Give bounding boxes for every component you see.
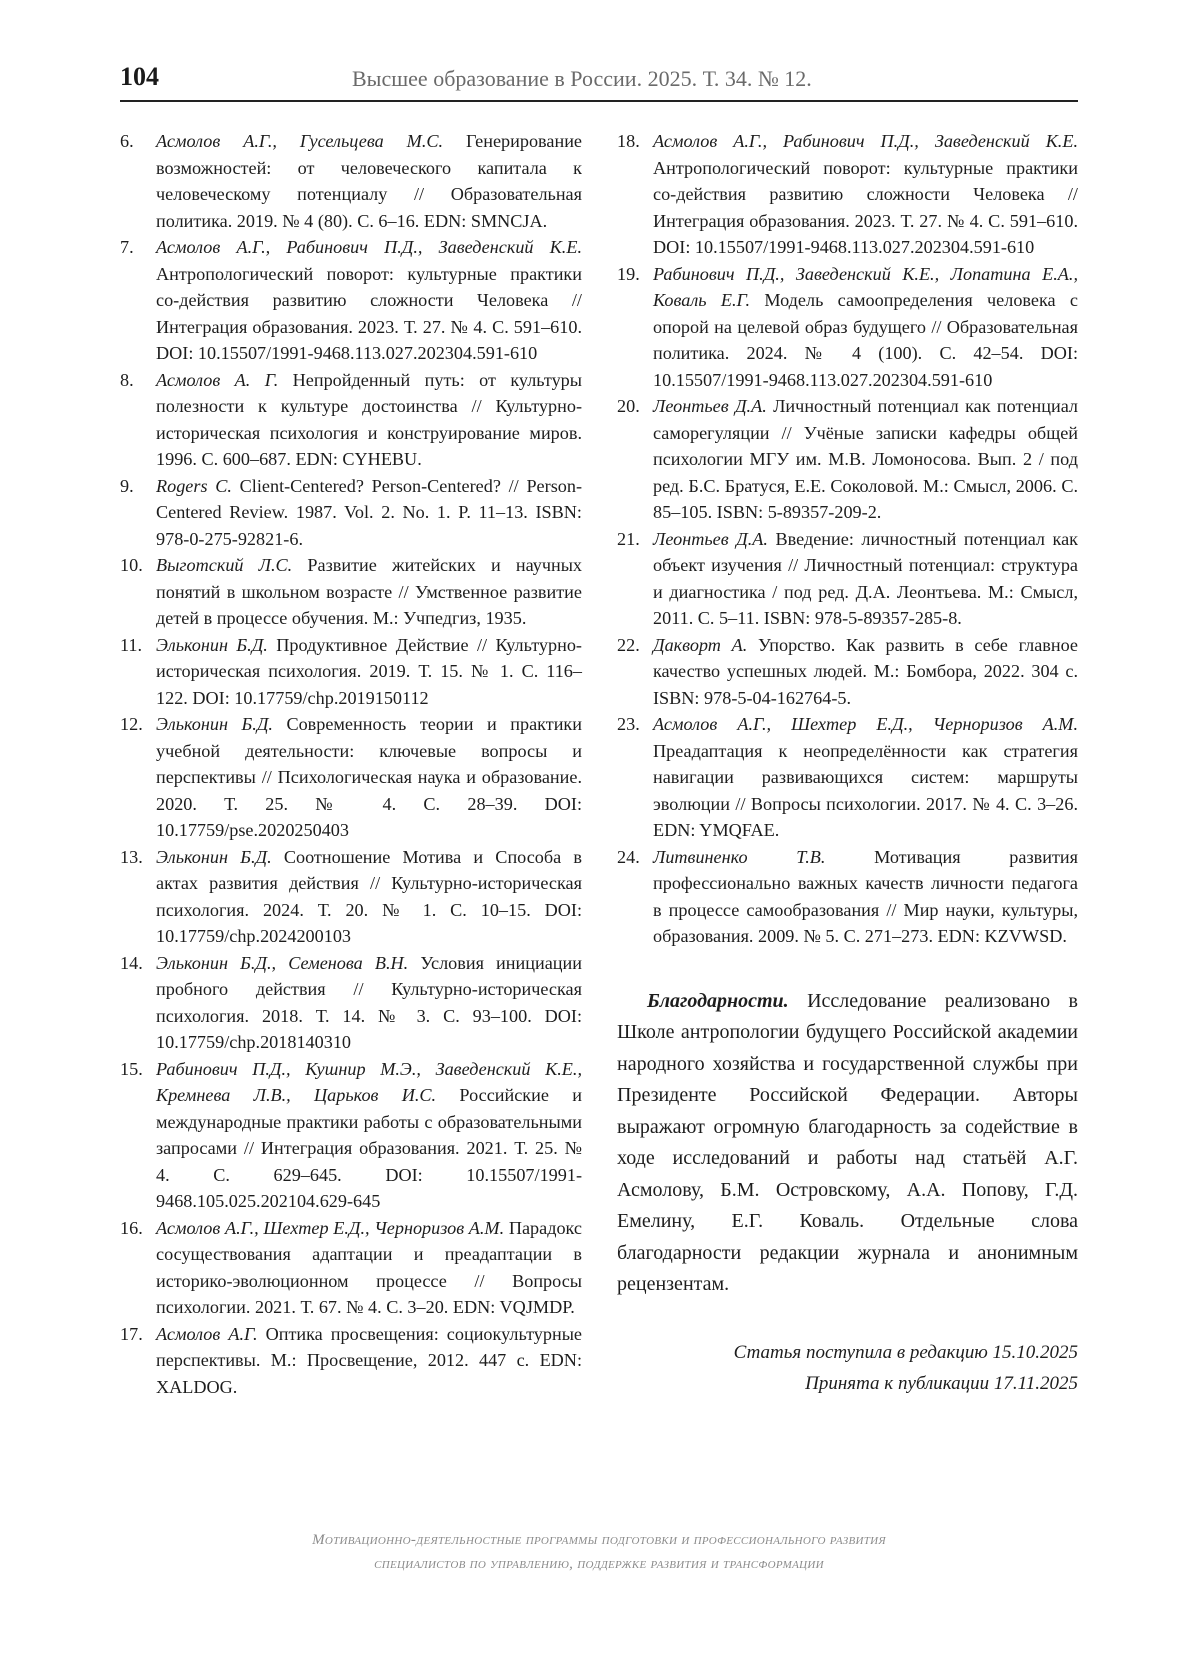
reference-authors: Асмолов А.Г. [156,1323,258,1344]
reference-authors: Эльконин Б.Д. [156,634,268,655]
reference-authors: Леонтьев Д.А. [653,528,768,549]
reference-text: Продуктивное Действие // Культурно-историческая психология. 2019. Т. 15. № 1. С. 116–122. DOI: 10.17759/chp.2019150112 [156,634,582,708]
references-left-column [120,128,582,1400]
reference-text: Условия инициации пробного действия // Культурно-историческая психология. 2018. Т. 14. № 3. С. 93–100. DOI: 10.17759/chp.2018140310 [156,952,582,1052]
reference-text: Упорство. Как развить в себе главное качество успешных людей. М.: Бомбора, 2022. 304 с. ISBN: 978-5-04-162764-5. [653,634,1078,708]
reference-text: Антропологический поворот: культурные практики со-действия развитию сложности Человека // Интеграция образования. 2023. Т. 27. № 4. С. 591–610. DOI: 10.15507/1991-9468.113.027.202304.591-610 [653,157,1078,257]
reference-text: Оптика просвещения: социокультурные перспективы. М.: Просвещение, 2012. 447 с. EDN: XALDOG. [156,1323,583,1397]
reference-text: Client-Centered? Person-Centered? // Person-Centered Review. 1987. Vol. 2. No. 1. P. 11–13. ISBN: 978-0-275-92821-6. [156,475,583,549]
reference-authors: Эльконин Б.Д. [156,714,273,734]
reference-number: 19. [617,263,640,284]
reference-item [617,393,1078,526]
reference-item [120,1215,582,1321]
reference-number: 6. [120,131,134,151]
reference-text: Мотивация развития профессионально важных качеств личности педагога в процессе самообразования // Мир науки, культуры, образования. 2009. № 5. С. 271–273. EDN: KZVWSD. [653,846,1078,946]
reference-item [120,367,582,473]
page-number: 104 [120,62,159,91]
reference-number: 7. [120,237,134,257]
reference-authors: Асмолов А.Г., Шехтер Е.Д., Черноризов А.М. [653,714,1078,734]
reference-number: 12. [120,714,143,734]
reference-text: Преадаптация к неопределённости как стратегия навигации развивающихся систем: маршруты эволюции // Вопросы психологии. 2017. № 4. С. 3–26. EDN: YMQFAE. [653,740,1078,840]
reference-authors: Леонтьев Д.А. [653,396,767,416]
reference-item [120,711,582,844]
reference-number: 20. [617,396,640,416]
reference-number: 14. [120,952,143,973]
reference-item [120,128,582,234]
reference-item [120,1056,582,1215]
reference-item [120,1321,582,1401]
acknowledgement [617,986,1078,1301]
reference-number: 10. [120,555,143,575]
reference-text: Российские и международные практики работы с образовательными запросами // Интеграция образования. 2021. Т. 25. № 4. С. 629–645. DOI: 10.15507/1991-9468.105.025.202104.629-645 [156,1085,582,1211]
reference-authors: Асмолов А.Г., Гусельцева М.С. [156,131,444,151]
reference-authors: Rogers C. [156,475,232,496]
reference-number: 17. [120,1323,143,1344]
reference-text: Введение: личностный потенциал как объект изучения // Личностный потенциал: структура и диагностика / под ред. Д.А. Леонтьева. М.: Смысл, 2011. С. 5–11. ISBN: 978-5-89357-285-8. [653,528,1079,628]
reference-text: Непройденный путь: от культуры полезности к культуре достоинства // Культурно-историческая психология и конструирование миров. 1996. С. 600–687. EDN: CYHEBU. [156,369,582,469]
reference-item [120,950,582,1056]
reference-text: Генерирование возможностей: от человеческого капитала к человеческому потенциалу // Образовательная политика. 2019. № 4 (80). С. 6–16. EDN: SMNCJA. [156,131,582,231]
reference-number: 16. [120,1217,143,1238]
reference-item [120,234,582,367]
reference-item [120,632,582,712]
reference-item [617,261,1078,394]
reference-text: Антропологический поворот: культурные практики со-действия развитию сложности Человека // Интеграция образования. 2023. Т. 27. № 4. С. 591–610. DOI: 10.15507/1991-9468.113.027.202304.591-610 [156,263,582,363]
reference-authors: Выготский Л.С. [156,555,293,575]
reference-text: Развитие житейских и научных понятий в школьном возрасте // Умственное развитие детей в процессе обучения. М.: Учпедгиз, 1935. [156,555,583,628]
reference-item [617,844,1078,950]
reference-number: 21. [617,528,640,549]
footer-line-1: Мотивационно-деятельностные программы подготовки и профессионального развития [312,1532,886,1548]
reference-authors: Литвиненко Т.В. [653,846,826,867]
reference-item [617,526,1078,632]
page-header [120,60,1078,102]
reference-number: 9. [120,475,134,496]
reference-text: Соотношение Мотива и Способа в актах развития действия // Культурно-историческая психология. 2024. Т. 20. № 1. С. 10–15. DOI: 10.17759/chp.2024200103 [156,846,582,946]
reference-number: 18. [617,131,640,151]
footer-line-2: специалистов по управлению, поддержке развития и трансформации [374,1556,824,1572]
reference-authors: Рабинович П.Д., Кушнир М.Э., Заведенский К.Е., Кремнева Л.В., Царьков И.С. [156,1058,582,1105]
reference-item [120,552,582,632]
journal-title: Высшее образование в России. 2025. Т. 34. № 12. [352,66,812,91]
reference-number: 22. [617,634,640,655]
reference-authors: Асмолов А.Г., Шехтер Е.Д., Черноризов А.М. [156,1217,505,1238]
page-footer [120,1528,1078,1576]
reference-number: 8. [120,369,134,390]
received-date: Статья поступила в редакцию 15.10.2025 [733,1341,1078,1363]
reference-authors: Дакворт А. [653,634,748,655]
reference-number: 15. [120,1058,143,1079]
reference-authors: Асмолов А.Г., Рабинович П.Д., Заведенский К.Е. [653,131,1078,151]
references-right-column [617,128,1078,1399]
reference-authors: Асмолов А.Г., Рабинович П.Д., Заведенский К.Е. [156,237,582,257]
reference-authors: Эльконин Б.Д. [156,846,272,867]
reference-item [120,844,582,950]
reference-text: Парадокс сосуществования адаптации и преадаптации в историко-эволюционном процессе // Вопросы психологии. 2021. Т. 67. № 4. С. 3–20. EDN: VQJMDP. [156,1217,582,1317]
reference-number: 11. [120,634,143,655]
reference-text: Современность теории и практики учебной деятельности: ключевые вопросы и перспективы // Психологическая наука и образование. 2020. Т. 25. № 4. С. 28–39. DOI: 10.17759/pse.2020250403 [156,714,582,840]
reference-authors: Рабинович П.Д., Заведенский К.Е., Лопатина Е.А., Коваль Е.Г. [653,263,1078,310]
reference-number: 24. [617,846,640,867]
article-dates [617,1337,1078,1399]
reference-text: Модель самоопределения человека с опорой на целевой образ будущего // Образовательная политика. 2024. № 4 (100). С. 42–54. DOI: 10.15507/1991-9468.113.027.202304.591-610 [653,290,1078,390]
reference-text: Личностный потенциал как потенциал саморегуляции // Учёные записки кафедры общей психологии МГУ им. М.В. Ломоносова. Вып. 2 / под ред. Б.С. Братуся, Е.Е. Соколовой. М.: Смысл, 2006. С. 85–105. ISBN: 5-89357-209-2. [653,396,1079,522]
reference-item [617,128,1078,261]
acknowledgement-text: Исследование реализовано в Школе антропологии будущего Российской академии народного хозяйства и государственной службы при Президенте Российской Федерации. Авторы выражают огромную благодарность за содействие в ходе исследований и работы над статьёй А.Г. Асмолову, Б.М. Островскому, А.А. Попову, Г.Д. Емелину, Е.Г. Коваль. Отдельные слова благодарности редакции журнала и анонимным рецензентам. [617,989,1078,1295]
reference-authors: Асмолов А. Г. [156,369,279,390]
reference-number: 13. [120,846,143,867]
acknowledgement-label: Благодарности. [647,989,789,1012]
reference-number: 23. [617,714,640,734]
reference-item [617,632,1078,712]
reference-authors: Эльконин Б.Д., Семенова В.Н. [156,952,409,973]
accepted-date: Принята к публикации 17.11.2025 [805,1372,1078,1394]
reference-item [617,711,1078,844]
reference-item [120,473,582,553]
